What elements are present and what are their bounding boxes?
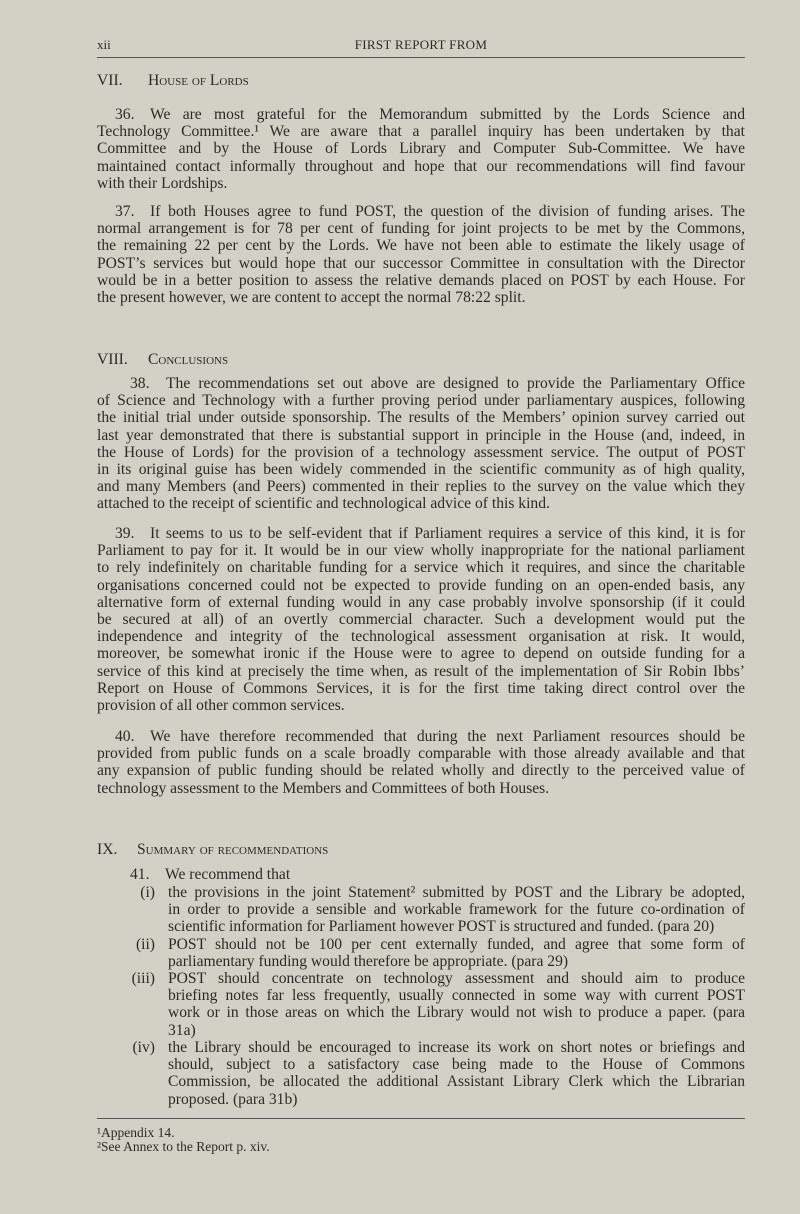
line-text: Technology Committee.¹ We are aware that a parallel inquiry has been undertaken by that xyxy=(97,123,745,141)
paragraph-line xyxy=(97,255,745,272)
section-number: VII. xyxy=(97,72,123,89)
paragraph-41 xyxy=(97,866,745,883)
paragraph-38 xyxy=(97,375,745,513)
line-text: It seems to us to be self-evident that if Parliament requires a service of this kind, it is for xyxy=(150,525,745,542)
footnote-1: ¹Appendix 14. xyxy=(97,1125,175,1140)
line-text: service of this kind at precisely the time when, as result of the implementation of Sir Robin Ibbs’ xyxy=(97,662,745,680)
paragraph-number: 38. xyxy=(130,375,150,392)
paragraph-line xyxy=(97,594,745,611)
footnote-2: ²See Annex to the Report p. xiv. xyxy=(97,1139,270,1154)
line-text: alternative form of external funding would in any case probably involve sponsorship (if it could xyxy=(97,593,745,611)
section-title: Summary of recommendations xyxy=(137,841,329,858)
paragraph-line xyxy=(97,444,745,461)
recommendation-line: scientific information for Parliament however POST is structured and funded. (para 20) xyxy=(168,918,715,936)
paragraph-line xyxy=(97,272,745,289)
line-text: maintained contact informally throughout and hope that our recommendations will find favour xyxy=(97,157,745,175)
recommendation-line: POST should concentrate on technology assessment and should aim to produce xyxy=(168,970,745,987)
paragraph-line xyxy=(97,478,745,495)
recommendation-text xyxy=(168,884,745,936)
paragraph-line xyxy=(97,375,745,392)
line-text: any expansion of public funding should be related wholly and directly to the perceived value of xyxy=(97,762,745,780)
line-text: normal arrangement is for 78 per cent of funding for joint projects to be met by the Commons, xyxy=(97,220,745,238)
section-heading-viii xyxy=(97,351,745,369)
paragraph-line xyxy=(97,140,745,157)
line-text: provided from public funds on a scale broadly comparable with those already available and that xyxy=(97,745,745,763)
recommendation-line: work or in those areas on which the Library would not wish to produce a paper. (para xyxy=(168,1004,745,1022)
line-text: POST’s services but would hope that our successor Committee in consultation with the Director xyxy=(97,254,745,272)
paragraph-line xyxy=(97,427,745,444)
paragraph-line xyxy=(97,645,745,662)
paragraph-line xyxy=(97,203,745,220)
section-number: VIII. xyxy=(97,351,128,368)
line-text: We are most grateful for the Memorandum submitted by the Lords Science and xyxy=(150,106,745,123)
recommendation-iv xyxy=(97,1039,745,1108)
line-text: Report on House of Commons Services, it is for the first time taking direct control over the xyxy=(97,679,745,697)
line-text: moreover, be somewhat ironic if the House were to agree to depend on outside funding for a xyxy=(97,645,745,663)
line-text: The recommendations set out above are designed to provide the Parliamentary Office xyxy=(166,375,745,392)
paragraph-line xyxy=(97,123,745,140)
paragraph-line xyxy=(97,628,745,645)
recommendation-text xyxy=(168,936,745,970)
line-text: and many Members (and Peers) commented in their replies to the survey on the value which they xyxy=(97,478,745,496)
recommendation-label: (ii) xyxy=(135,935,155,953)
line-text: Parliament to pay for it. It would be in our view wholly inappropriate for the national parliament xyxy=(97,542,745,560)
paragraph-line xyxy=(97,728,745,745)
header-rule xyxy=(97,57,745,58)
paragraph-line xyxy=(97,542,745,559)
paragraph-line xyxy=(97,663,745,680)
paragraph-number: 40. xyxy=(115,728,135,745)
line-text: the initial trial under outside sponsorship. The results of the Members’ opinion survey carried out xyxy=(97,409,745,427)
paragraph-line xyxy=(97,697,745,714)
section-heading-vii xyxy=(97,72,745,90)
recommendation-line: should, subject to a satisfactory case being made to the House of Commons xyxy=(168,1056,745,1074)
recommendation-text xyxy=(168,1039,745,1108)
paragraph-line xyxy=(97,577,745,594)
line-text: to rely indefinitely on charitable funding for a service which it requires, and since the charitable xyxy=(97,559,745,577)
paragraph-line xyxy=(97,780,745,797)
paragraph-40 xyxy=(97,728,745,797)
page-number: xii xyxy=(97,37,111,52)
paragraph-39 xyxy=(97,525,745,714)
paragraph-line xyxy=(97,762,745,779)
line-text: technology assessment to the Members and Committees of both Houses. xyxy=(97,779,550,797)
recommendation-ii xyxy=(97,936,745,970)
paragraph-line xyxy=(97,559,745,576)
running-title: FIRST REPORT FROM xyxy=(354,37,488,52)
recommendation-label: (iii) xyxy=(131,970,155,987)
paragraph-line xyxy=(97,392,745,409)
line-text: be secured at all) of an overtly commercial character. Such a development would put the xyxy=(97,610,745,628)
paragraph-line xyxy=(97,220,745,237)
paragraph-line xyxy=(97,525,745,542)
recommendation-line: 31a) xyxy=(168,1021,196,1039)
footnote-rule xyxy=(97,1118,745,1119)
line-text: in its original guise has been widely commended in the scientific community as of high quality, xyxy=(97,460,745,478)
paragraph-number: 36. xyxy=(115,106,135,123)
line-text: last year demonstrated that there is substantial support in principle in the House (and, indeed, in xyxy=(97,426,745,444)
section-heading-ix xyxy=(97,841,745,859)
recommendation-line: the Library should be encouraged to increase its work on short notes or briefings and xyxy=(168,1039,745,1056)
paragraph-line xyxy=(97,866,745,883)
recommendation-line: POST should not be 100 per cent externally funded, and agree that some form of xyxy=(168,935,745,953)
paragraph-number: 37. xyxy=(115,203,135,220)
line-text: the remaining 22 per cent by the Lords. We have not been able to estimate the likely usage of xyxy=(97,237,745,255)
line-text: We recommend that xyxy=(165,866,291,883)
paragraph-number: 39. xyxy=(115,525,135,542)
recommendation-iii xyxy=(97,970,745,1039)
recommendation-line: briefing notes far less frequently, usually connected in some way with current POST xyxy=(168,987,745,1005)
paragraph-line xyxy=(97,106,745,123)
section-title: House of Lords xyxy=(148,72,249,89)
recommendation-label: (i) xyxy=(140,884,155,901)
line-text: If both Houses agree to fund POST, the question of the division of funding arises. The xyxy=(150,203,745,220)
recommendation-line: in order to provide a sensible and workable framework for the future co-ordination of xyxy=(168,901,745,919)
paragraph-line xyxy=(97,745,745,762)
line-text: attached to the receipt of scientific and technological advice of this kind. xyxy=(97,495,550,513)
recommendation-line: Commission, be allocated the additional Assistant Library Clerk which the Librarian xyxy=(168,1073,745,1091)
recommendation-i xyxy=(97,884,745,936)
paragraph-line xyxy=(97,461,745,478)
line-text: provision of all other common services. xyxy=(97,696,345,714)
paragraph-line xyxy=(97,680,745,697)
paragraph-line xyxy=(97,289,745,306)
paragraph-line xyxy=(97,158,745,175)
section-title: Conclusions xyxy=(148,351,229,368)
paragraph-line xyxy=(97,495,745,512)
line-text: the House of Lords) for the provision of a technology assessment service. The output of POST xyxy=(97,443,745,461)
line-text: would be in a better position to assess the relative demands placed on POST by each House. For xyxy=(97,271,745,289)
recommendation-text xyxy=(168,970,745,1039)
paragraph-37 xyxy=(97,203,745,306)
line-text: Committee and by the House of Lords Library and Computer Sub-Committee. We have xyxy=(97,140,745,158)
paragraph-36 xyxy=(97,106,745,192)
paragraph-line xyxy=(97,175,745,192)
line-text: independence and integrity of the technological assessment organisation at risk. It would, xyxy=(97,628,745,646)
paragraph-line xyxy=(97,237,745,254)
paragraph-line xyxy=(97,611,745,628)
line-text: of Science and Technology with a further proving period under parliamentary auspices, following xyxy=(97,392,745,410)
recommendation-line: parliamentary funding would therefore be appropriate. (para 29) xyxy=(168,952,569,970)
paragraph-line xyxy=(97,409,745,426)
line-text: with their Lordships. xyxy=(97,174,228,192)
recommendation-label: (iv) xyxy=(132,1039,155,1056)
recommendation-line: proposed. (para 31b) xyxy=(168,1090,298,1108)
recommendation-line: the provisions in the joint Statement² submitted by POST and the Library be adopted, xyxy=(168,884,745,901)
line-text: organisations concerned could not be expected to provide funding on an open-ended basis, any xyxy=(97,576,745,594)
section-number: IX. xyxy=(97,841,118,858)
paragraph-number: 41. xyxy=(130,866,150,883)
line-text: We have therefore recommended that during the next Parliament resources should be xyxy=(150,728,745,745)
line-text: the present however, we are content to accept the normal 78:22 split. xyxy=(97,288,526,306)
